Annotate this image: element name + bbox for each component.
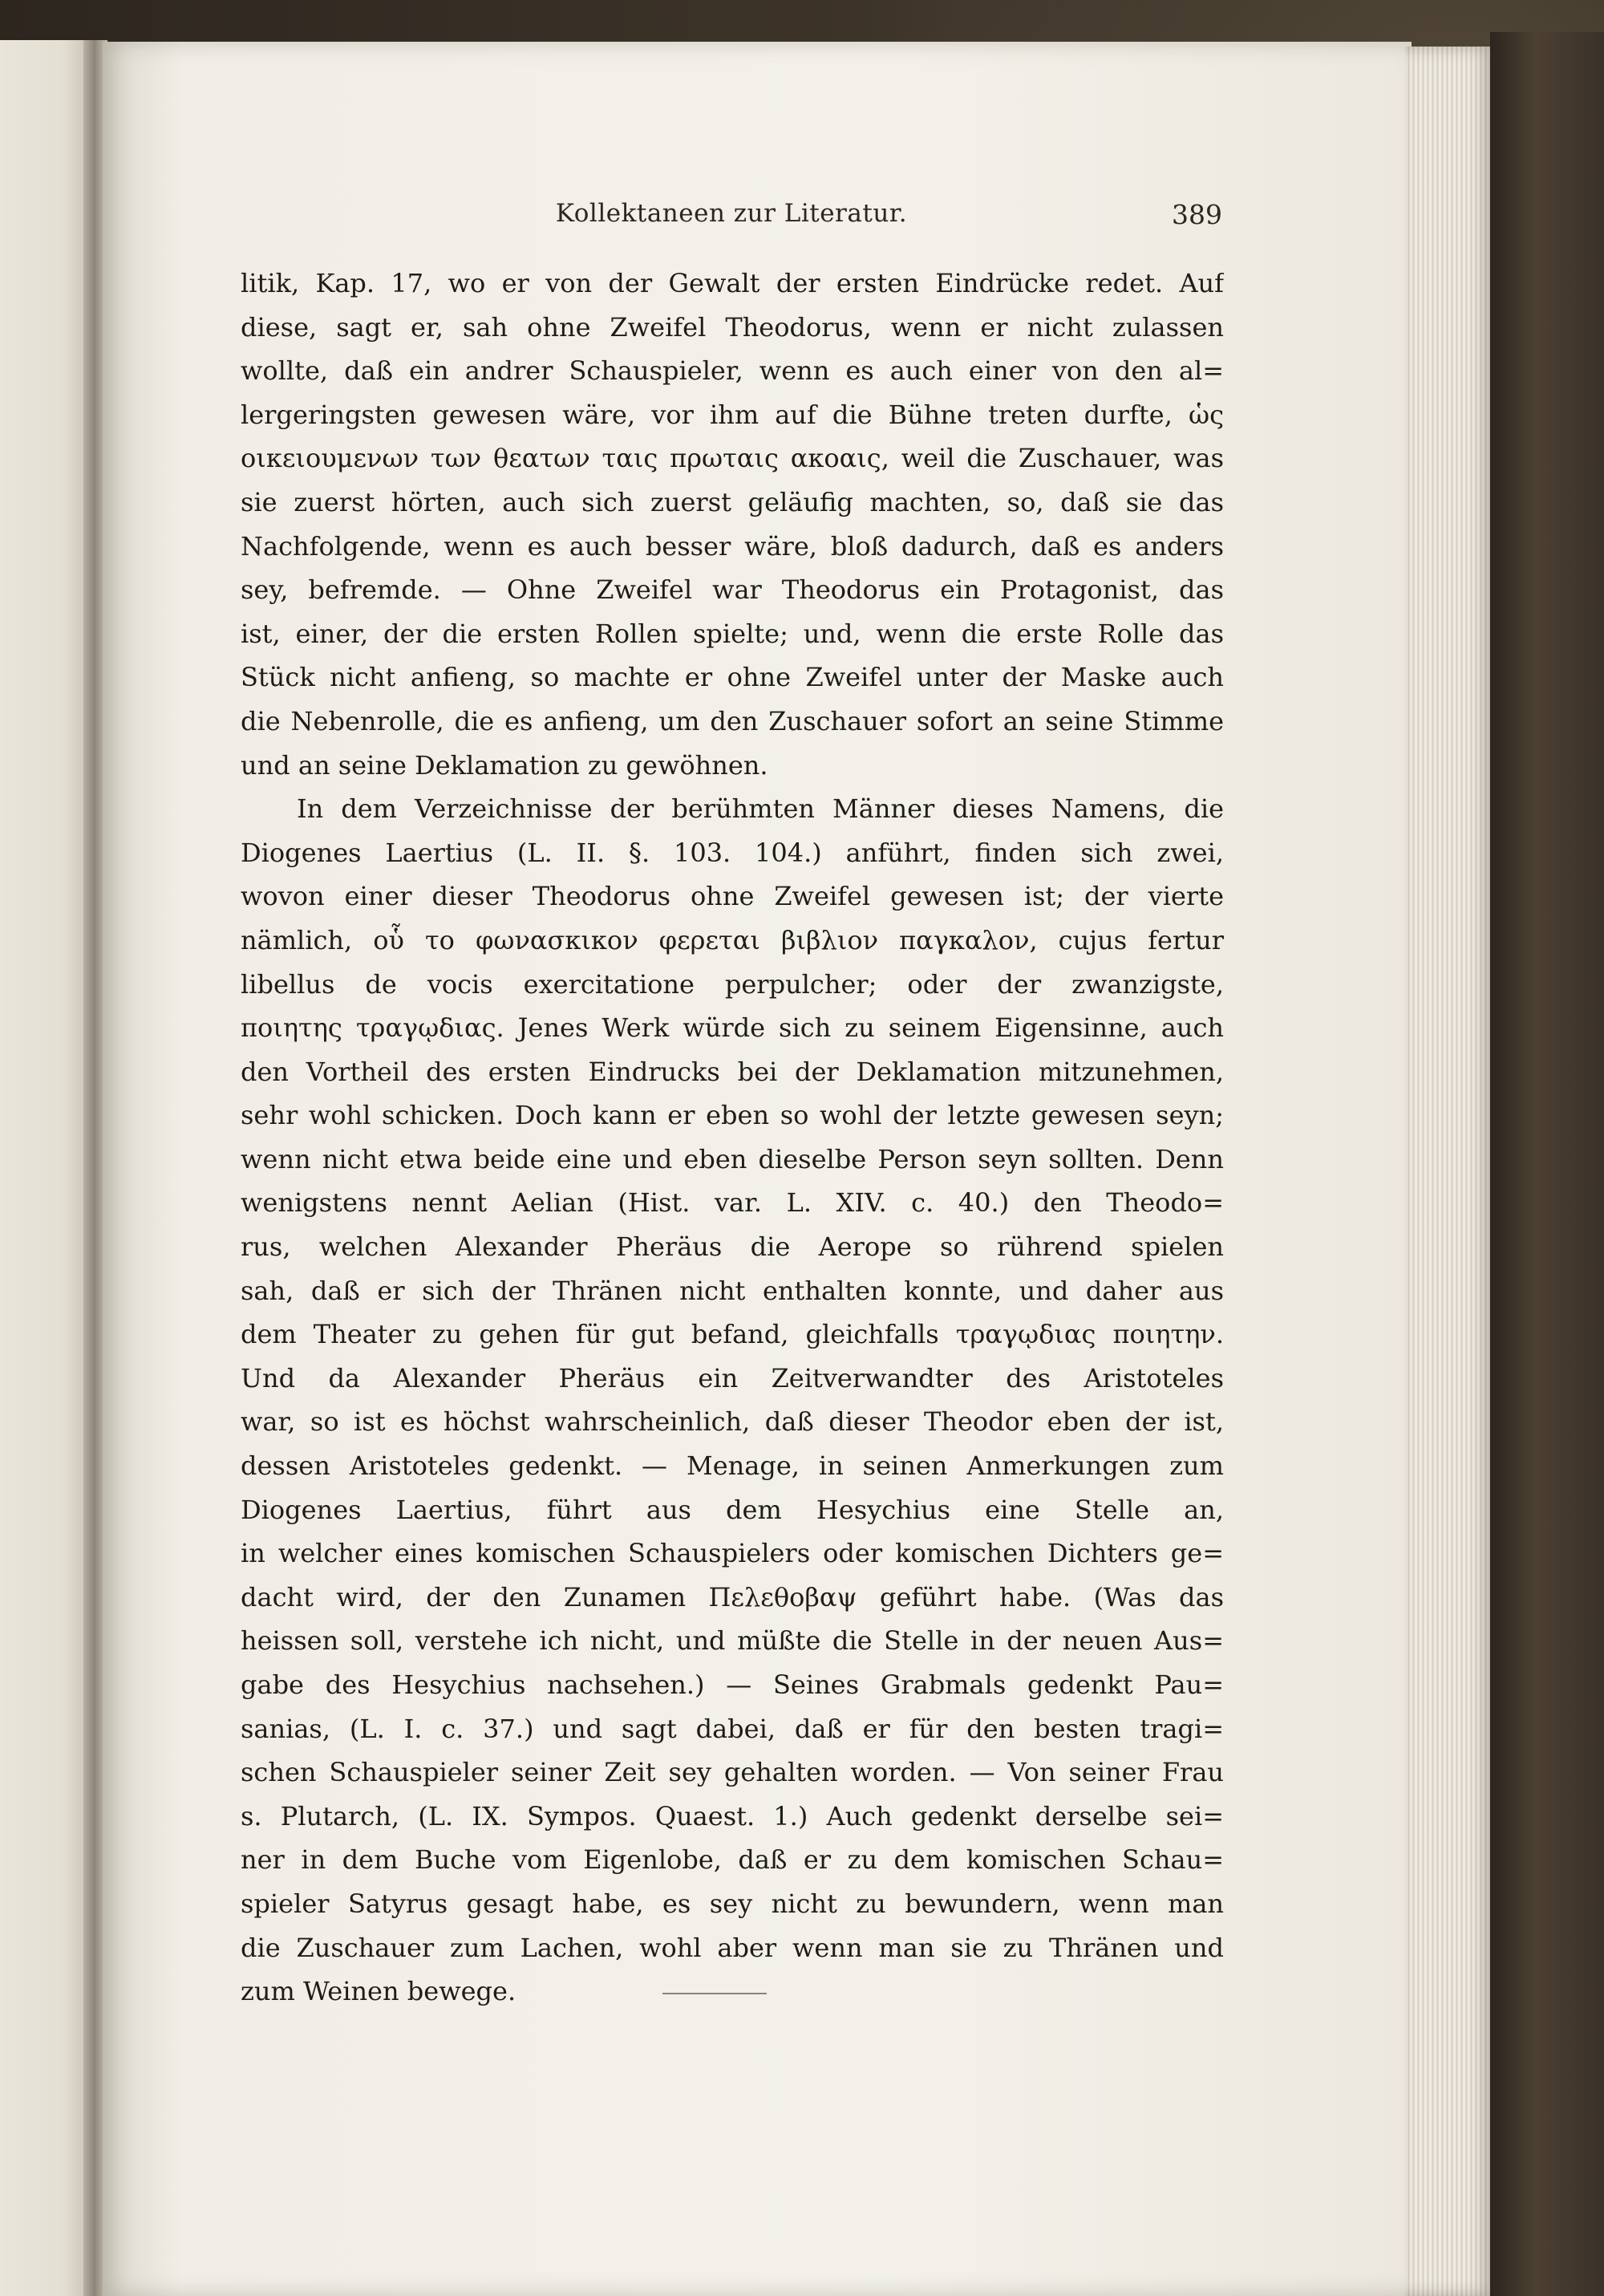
text-line: Diogenes Laertius (L. II. §. 103. 104.) anführt, finden sich zwei,: [241, 837, 1224, 868]
text-line: sey, befremde. — Ohne Zweifel war Theodorus ein Protagonist, das: [241, 574, 1224, 606]
binding-edge: [1490, 32, 1604, 2296]
text-line: und an seine Deklamation zu gewöhnen.: [241, 749, 768, 781]
text-line: dem Theater zu gehen für gut befand, gleichfalls τραγῳδιας ποιητην.: [241, 1319, 1224, 1350]
text-line: Und da Alexander Pheräus ein Zeitverwandter des Aristoteles: [241, 1362, 1224, 1393]
text-line: dacht wird, der den Zunamen Πελεθοβαψ geführt habe. (Was das: [241, 1581, 1224, 1612]
text-line: wovon einer dieser Theodorus ohne Zweifel gewesen ist; der vierte: [241, 881, 1224, 912]
page-block-edges: [1405, 47, 1493, 2296]
body-text: [241, 262, 1224, 2014]
text-line: zum Weinen bewege.: [241, 1976, 516, 2007]
text-line: die Zuschauer zum Lachen, wohl aber wenn man sie zu Thränen und: [241, 1932, 1224, 1963]
text-line: heissen soll, verstehe ich nicht, und müßte die Stelle in der neuen Aus=: [241, 1625, 1224, 1657]
running-head: Kollektaneen zur Literatur.: [555, 199, 908, 228]
text-line: ist, einer, der die ersten Rollen spielte; und, wenn die erste Rolle das: [241, 618, 1224, 649]
text-line: οικειουμενων των θεατων ταις πρωταις ακοαις, weil die Zuschauer, was: [241, 443, 1224, 474]
text-line: wollte, daß ein andrer Schauspieler, wenn es auch einer von den al=: [241, 355, 1224, 387]
text-line: dessen Aristoteles gedenkt. — Menage, in seinen Anmerkungen zum: [241, 1450, 1224, 1482]
text-line: libellus de vocis exercitatione perpulcher; oder der zwanzigste,: [241, 968, 1224, 1000]
text-line: rus, welchen Alexander Pheräus die Aerope so rührend spielen: [241, 1231, 1224, 1263]
left-page-edge: [0, 40, 90, 2296]
text-line: wenigstens nennt Aelian (Hist. var. L. XIV. c. 40.) den Theodo=: [241, 1187, 1224, 1219]
text-line: Diogenes Laertius, führt aus dem Hesychius eine Stelle an,: [241, 1494, 1224, 1525]
text-line: Stück nicht anfieng, so machte er ohne Zweifel unter der Maske auch: [241, 662, 1224, 693]
page-number: 389: [1172, 199, 1222, 230]
text-line: sehr wohl schicken. Doch kann er eben so wohl der letzte gewesen seyn;: [241, 1100, 1224, 1131]
text-line: war, so ist es höchst wahrscheinlich, daß dieser Theodor eben der ist,: [241, 1406, 1224, 1438]
text-line: spieler Satyrus gesagt habe, es sey nicht zu bewundern, wenn man: [241, 1888, 1224, 1919]
text-line: in welcher eines komischen Schauspielers oder komischen Dichters ge=: [241, 1538, 1224, 1569]
text-line: In dem Verzeichnisse der berühmten Männer dieses Namens, die: [297, 793, 1224, 825]
text-line: lergeringsten gewesen wäre, vor ihm auf die Bühne treten durfte, ὡς: [241, 399, 1224, 430]
text-line: sie zuerst hörten, auch sich zuerst geläufig machten, so, daß sie das: [241, 486, 1224, 517]
text-line: nämlich, οὗ το φωνασκικον φερεται βιβλιον παγκαλον, cujus fertur: [241, 924, 1224, 955]
text-line: wenn nicht etwa beide eine und eben dieselbe Person seyn sollten. Denn: [241, 1143, 1224, 1174]
text-line: schen Schauspieler seiner Zeit sey gehalten worden. — Von seiner Frau: [241, 1757, 1224, 1788]
text-line: litik, Kap. 17, wo er von der Gewalt der ersten Eindrücke redet. Auf: [241, 268, 1224, 298]
text-line: sanias, (L. I. c. 37.) und sagt dabei, daß er für den besten tragi=: [241, 1713, 1224, 1744]
text-line: gabe des Hesychius nachsehen.) — Seines Grabmals gedenkt Pau=: [241, 1669, 1224, 1700]
end-rule: [662, 1993, 767, 1994]
text-line: ner in dem Buche vom Eigenlobe, daß er zu dem komischen Schau=: [241, 1844, 1224, 1876]
text-line: diese, sagt er, sah ohne Zweifel Theodorus, wenn er nicht zulassen: [241, 311, 1224, 343]
text-line: die Nebenrolle, die es anfieng, um den Zuschauer sofort an seine Stimme: [241, 705, 1224, 736]
text-line: sah, daß er sich der Thränen nicht enthalten konnte, und daher aus: [241, 1275, 1224, 1306]
page-header: [241, 199, 1222, 236]
text-line: ποιητης τραγῳδιας. Jenes Werk würde sich zu seinem Eigensinne, auch: [241, 1012, 1224, 1044]
text-line: den Vortheil des ersten Eindrucks bei der Deklamation mitzunehmen,: [241, 1056, 1224, 1087]
text-line: Nachfolgende, wenn es auch besser wäre, bloß dadurch, daß es anders: [241, 530, 1224, 562]
text-line: s. Plutarch, (L. IX. Sympos. Quaest. 1.) Auch gedenkt derselbe sei=: [241, 1800, 1224, 1832]
